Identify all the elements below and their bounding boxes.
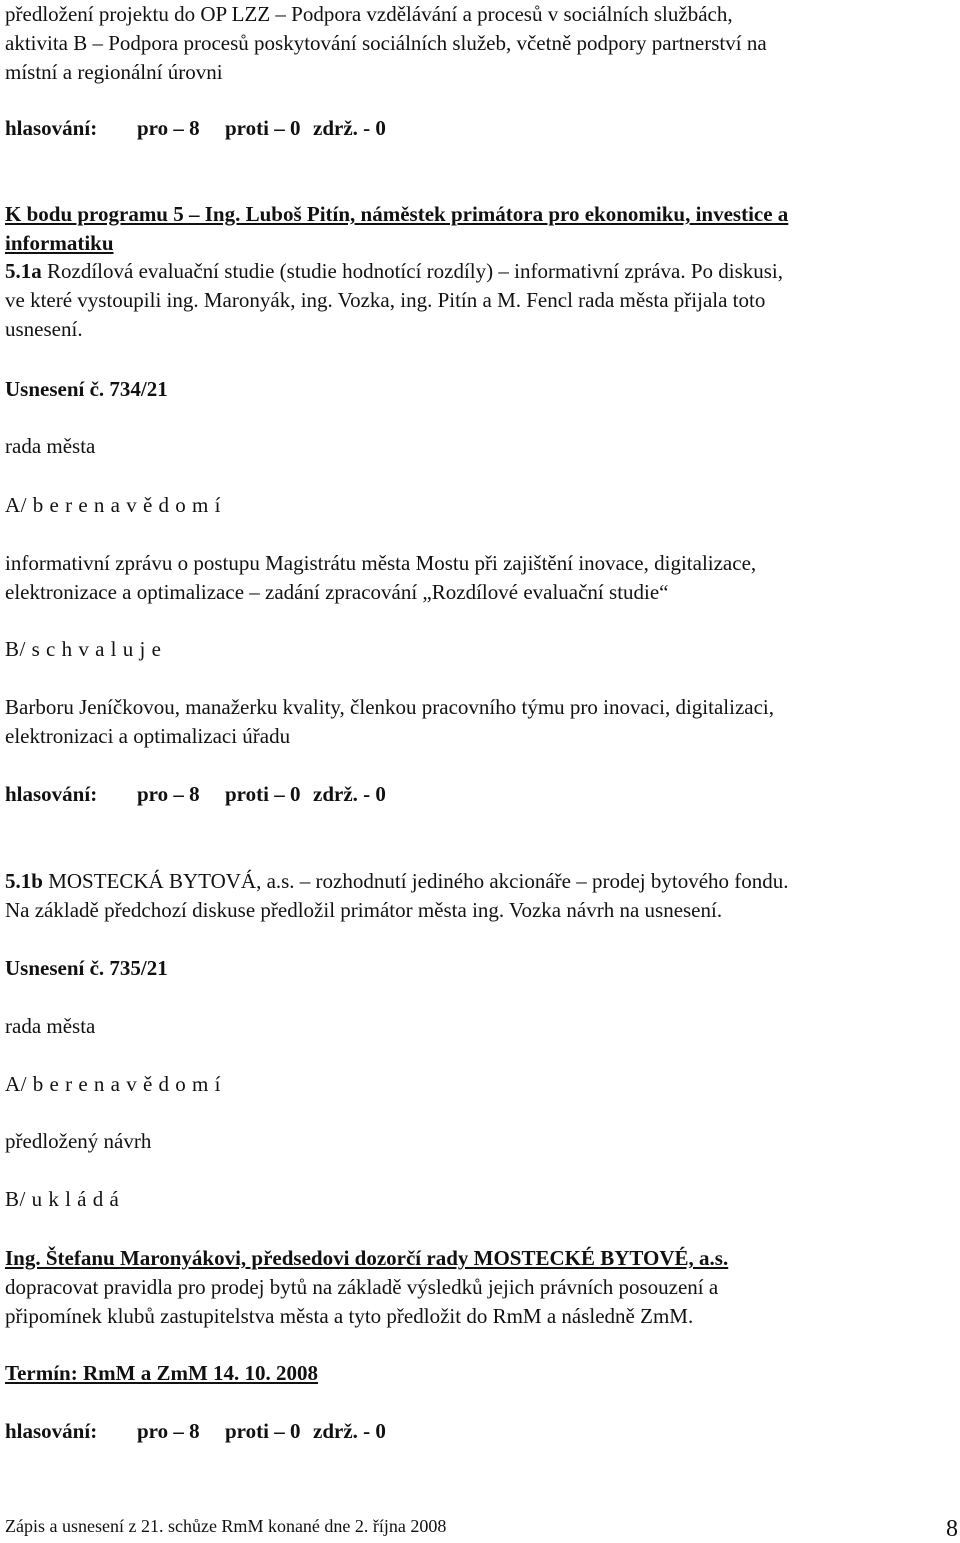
intro-line-2: aktivita B – Podpora procesů poskytování sociálních služeb, včetně podpory partnerství na bbox=[5, 31, 767, 55]
page-number: 8 bbox=[946, 1516, 958, 1542]
vote-result-1 bbox=[5, 114, 953, 143]
resolution-734-body: rada města bbox=[5, 434, 96, 458]
vote-label: hlasování: bbox=[5, 1419, 98, 1443]
item-5-1b-line-2: Na základě předchozí diskuse předložil primátor města ing. Vozka návrh na usnesení. bbox=[5, 898, 723, 922]
resolution-735-a-text: předložený návrh bbox=[5, 1129, 152, 1153]
resolution-734-a-label: A/ b e r e n a v ě d o m í bbox=[5, 493, 221, 517]
program-heading-line-1: K bodu programu 5 – Ing. Luboš Pitín, náměstek primátora pro ekonomiku, investice a bbox=[5, 202, 789, 226]
resolution-734-b-line-2: elektronizaci a optimalizaci úřadu bbox=[5, 724, 291, 748]
resolution-735-b-label: B/ u k l á d á bbox=[5, 1187, 120, 1211]
intro-paragraph bbox=[5, 0, 953, 87]
vote-result-3 bbox=[5, 1417, 953, 1446]
resolution-735-body: rada města bbox=[5, 1014, 96, 1038]
item-5-1a-line-3: usnesení. bbox=[5, 317, 83, 341]
resolution-735-addressee: Ing. Štefanu Maronyákovi, předsedovi dozorčí rady MOSTECKÉ BYTOVÉ, a.s. bbox=[5, 1246, 729, 1270]
resolution-735-b-text bbox=[5, 1244, 953, 1273]
vote-proti: proti – 0 bbox=[225, 782, 301, 806]
resolution-734-title: Usnesení č. 734/21 bbox=[5, 377, 168, 401]
intro-line-3: místní a regionální úrovni bbox=[5, 60, 223, 84]
vote-label: hlasování: bbox=[5, 116, 98, 140]
resolution-734-b-text bbox=[5, 693, 953, 751]
vote-zdrz: zdrž. - 0 bbox=[313, 782, 386, 806]
item-5-1a-paragraph bbox=[5, 257, 953, 344]
vote-pro: pro – 8 bbox=[137, 782, 200, 806]
resolution-735-a-label: A/ b e r e n a v ě d o m í bbox=[5, 1072, 221, 1096]
item-5-1b-number: 5.1b bbox=[5, 869, 43, 893]
item-5-1a-number: 5.1a bbox=[5, 259, 42, 283]
program-heading-line-2: informatiku bbox=[5, 231, 114, 255]
vote-label: hlasování: bbox=[5, 782, 98, 806]
vote-pro: pro – 8 bbox=[137, 1419, 200, 1443]
resolution-735-title: Usnesení č. 735/21 bbox=[5, 956, 168, 980]
vote-pro: pro – 8 bbox=[137, 116, 200, 140]
vote-zdrz: zdrž. - 0 bbox=[313, 116, 386, 140]
resolution-734-a-text bbox=[5, 549, 953, 607]
resolution-735-task-line-2: připomínek klubů zastupitelstva města a tyto předložit do RmM a následně ZmM. bbox=[5, 1304, 694, 1328]
resolution-734-b-line-1: Barboru Jeníčkovou, manažerku kvality, členkou pracovního týmu pro inovaci, digitalizaci, bbox=[5, 695, 774, 719]
resolution-735-task bbox=[5, 1273, 953, 1331]
page-footer: Zápis a usnesení z 21. schůze RmM konané dne 2. října 2008 bbox=[5, 1516, 447, 1536]
program-heading bbox=[5, 200, 953, 258]
resolution-734-b-label: B/ s c h v a l u j e bbox=[5, 637, 162, 661]
item-5-1b-line-1: MOSTECKÁ BYTOVÁ, a.s. – rozhodnutí jediného akcionáře – prodej bytového fondu. bbox=[42, 869, 789, 893]
item-5-1a-line-2: ve které vystoupili ing. Maronyák, ing. Vozka, ing. Pitín a M. Fencl rada města přijala toto bbox=[5, 288, 766, 312]
vote-proti: proti – 0 bbox=[225, 116, 301, 140]
item-5-1a-line-1: Rozdílová evaluační studie (studie hodnotící rozdíly) – informativní zpráva. Po diskusi, bbox=[41, 259, 784, 283]
resolution-735-deadline: Termín: RmM a ZmM 14. 10. 2008 bbox=[5, 1361, 319, 1385]
intro-line-1: předložení projektu do OP LZZ – Podpora vzdělávání a procesů v sociálních službách, bbox=[5, 2, 733, 26]
vote-proti: proti – 0 bbox=[225, 1419, 301, 1443]
resolution-734-a-line-1: informativní zprávu o postupu Magistrátu města Mostu při zajištění inovace, digitalizace, bbox=[5, 551, 757, 575]
item-5-1b-paragraph bbox=[5, 867, 953, 925]
vote-zdrz: zdrž. - 0 bbox=[313, 1419, 386, 1443]
vote-result-2 bbox=[5, 780, 953, 809]
resolution-734-a-line-2: elektronizace a optimalizace – zadání zpracování „Rozdílové evaluační studie“ bbox=[5, 580, 669, 604]
resolution-735-task-line-1: dopracovat pravidla pro prodej bytů na základě výsledků jejich právních posouzení a bbox=[5, 1275, 719, 1299]
